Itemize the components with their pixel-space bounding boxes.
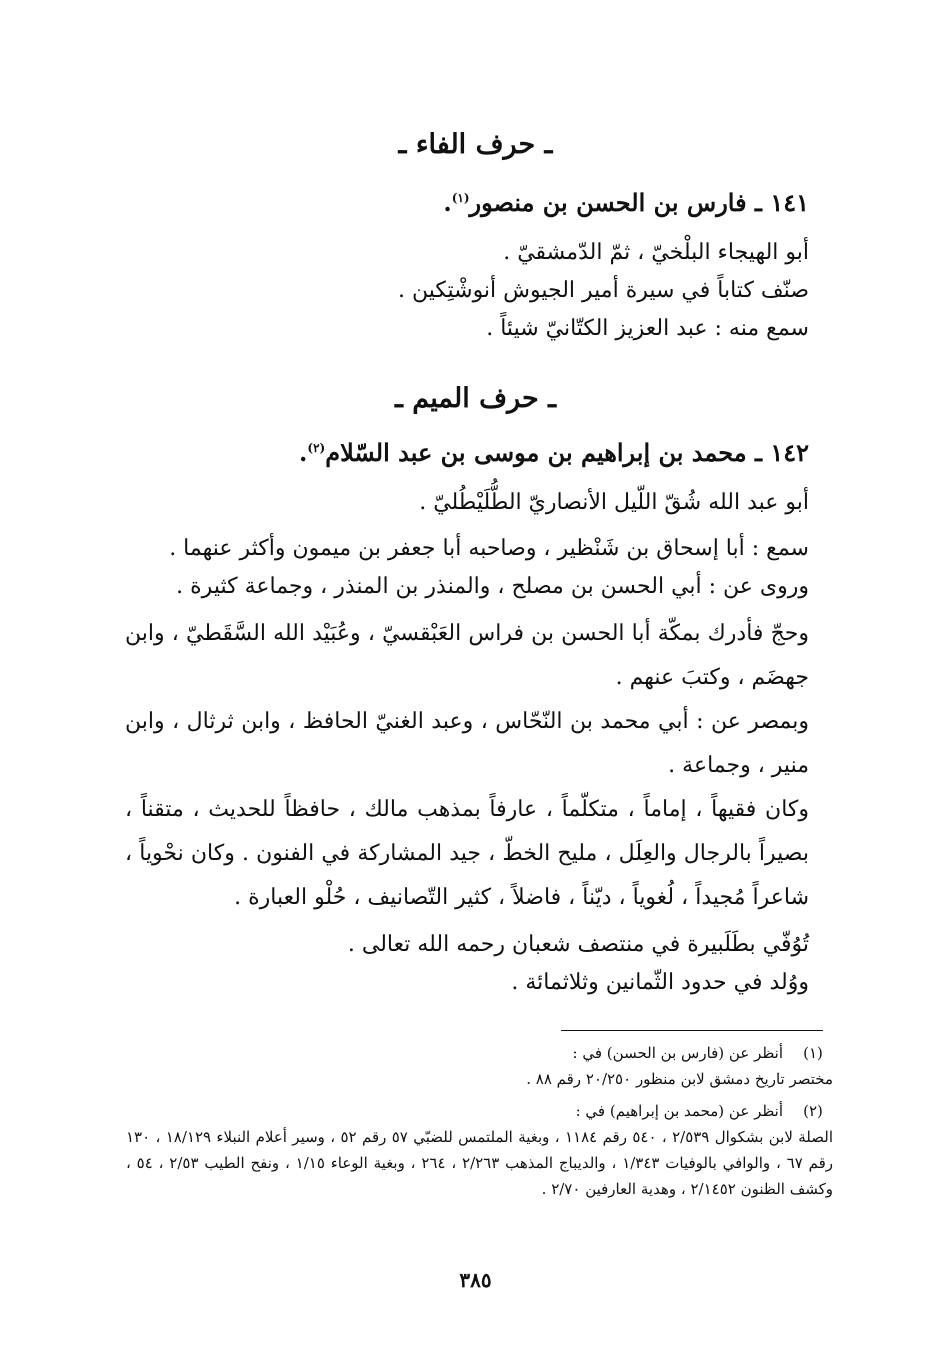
entry-142-death: تُوُفّي بطَلَبيرة في منتصف شعبان رحمه الله تعالى . xyxy=(347,932,809,957)
entry-141-title xyxy=(125,186,809,220)
entry-142-rawa: وروى عن : أبي الحسن بن مصلح ، والمنذر بن المنذر ، وجماعة كثيرة . xyxy=(176,574,809,599)
entry-142-kunya: أبو عبد الله شُقّ اللّيل الأنصاريّ الطُّلَيْطُليّ . xyxy=(419,490,809,515)
footnote-1-line-1: أنظر عن (فارس بن الحسن) في : xyxy=(572,1044,783,1062)
footnote-1-line-2: مختصر تاريخ دمشق لابن منظور ٢٠/٢٥٠ رقم ٨٨ . xyxy=(526,1070,833,1088)
entry-141-line-2: صنّف كتاباً في سيرة أمير الجيوش أنوشْتِكين . xyxy=(397,278,809,303)
entry-141-line-1: أبو الهيجاء البلْخيّ ، ثمّ الدّمشقيّ . xyxy=(503,240,809,265)
footnote-2-line-1: أنظر عن (محمد بن إبراهيم) في : xyxy=(575,1102,783,1120)
section-heading-fa: ـ حرف الفاء ـ xyxy=(398,129,553,160)
entry-142-title xyxy=(125,436,809,470)
entry-141-title-end: . xyxy=(443,188,452,217)
entry-142-hajj: وحجّ فأدرك بمكّة أبا الحسن بن فراس العَبْقسيّ ، وعُبَيْد الله السَّقَطيّ ، وابن جهضَم ، وكتبَ عنهم . xyxy=(125,621,809,690)
footnote-1-number: (١) xyxy=(803,1044,823,1062)
entry-142-sami: سمع : أبا إسحاق بن شَنْظير ، وصاحبه أبا جعفر بن ميمون وأكثر عنهما . xyxy=(169,536,809,561)
footnote-2 xyxy=(126,1098,833,1202)
footnote-2-number: (٢) xyxy=(803,1102,823,1120)
footnote-divider xyxy=(561,1030,823,1031)
footnote-2-line-2: الصلة لابن بشكوال ٢/٥٣٩ ، ٥٤٠ رقم ١١٨٤ ، وبغية الملتمس للضبّي ٥٧ رقم ٥٢ ، وسير أعلام النبلاء ١٨/١٢٩ ، ١٣٠ رقم ٦٧ ، والوافي بالوفيات ١/٣٤٣ ، والديباج المذهب ٢/٢٦٣ ، ٢٦٤ ، وبغية الوعاء ١/١٥ ، ونفح الطيب ٢/٥٣ ، ٥٤ ، وكشف الظنون ٢/١٤٥٢ ، وهدية العارفين ٢/٧٠ . xyxy=(126,1128,833,1198)
footnote-1 xyxy=(126,1040,833,1092)
entry-142-title-text: ١٤٢ ـ محمد بن إبراهيم بن موسى بن عبد السّلام xyxy=(325,438,809,467)
entry-142-misr: وبمصر عن : أبي محمد بن النّحّاس ، وعبد الغنيّ الحافظ ، وابن ثرثال ، وابن منير ، وجماعة . xyxy=(125,709,809,778)
section-heading-mim: ـ حرف الميم ـ xyxy=(394,383,557,414)
entry-142-kana: وكان فقيهاً ، إماماً ، متكلّماً ، عارفاً بمذهب مالك ، حافظاً للحديث ، متقناً ، بصيراً بالرجال والعِلَل ، مليح الخطّ ، جيد المشاركة في الفنون . وكان نحْوياً ، شاعراً مُجيداً ، لُغوياً ، ديّناً ، فاضلاً ، كثير التّصانيف ، حُلْو العبارة . xyxy=(125,797,809,910)
entry-141-line-3: سمع منه : عبد العزيز الكتّانيّ شيئاً . xyxy=(486,316,809,341)
entry-142-title-end: . xyxy=(299,438,308,467)
entry-142 xyxy=(125,436,809,1002)
entry-141-title-text: ١٤١ ـ فارس بن الحسن بن منصور xyxy=(469,188,809,217)
footnote-ref-1[interactable]: (١) xyxy=(451,191,470,205)
entry-142-birth: ووُلد في حدود الثّمانين وثلاثمائة . xyxy=(511,970,809,995)
footnote-ref-2[interactable]: (٢) xyxy=(307,441,326,455)
page-number: ٣٨٥ xyxy=(459,1268,492,1292)
entry-141 xyxy=(125,186,809,348)
